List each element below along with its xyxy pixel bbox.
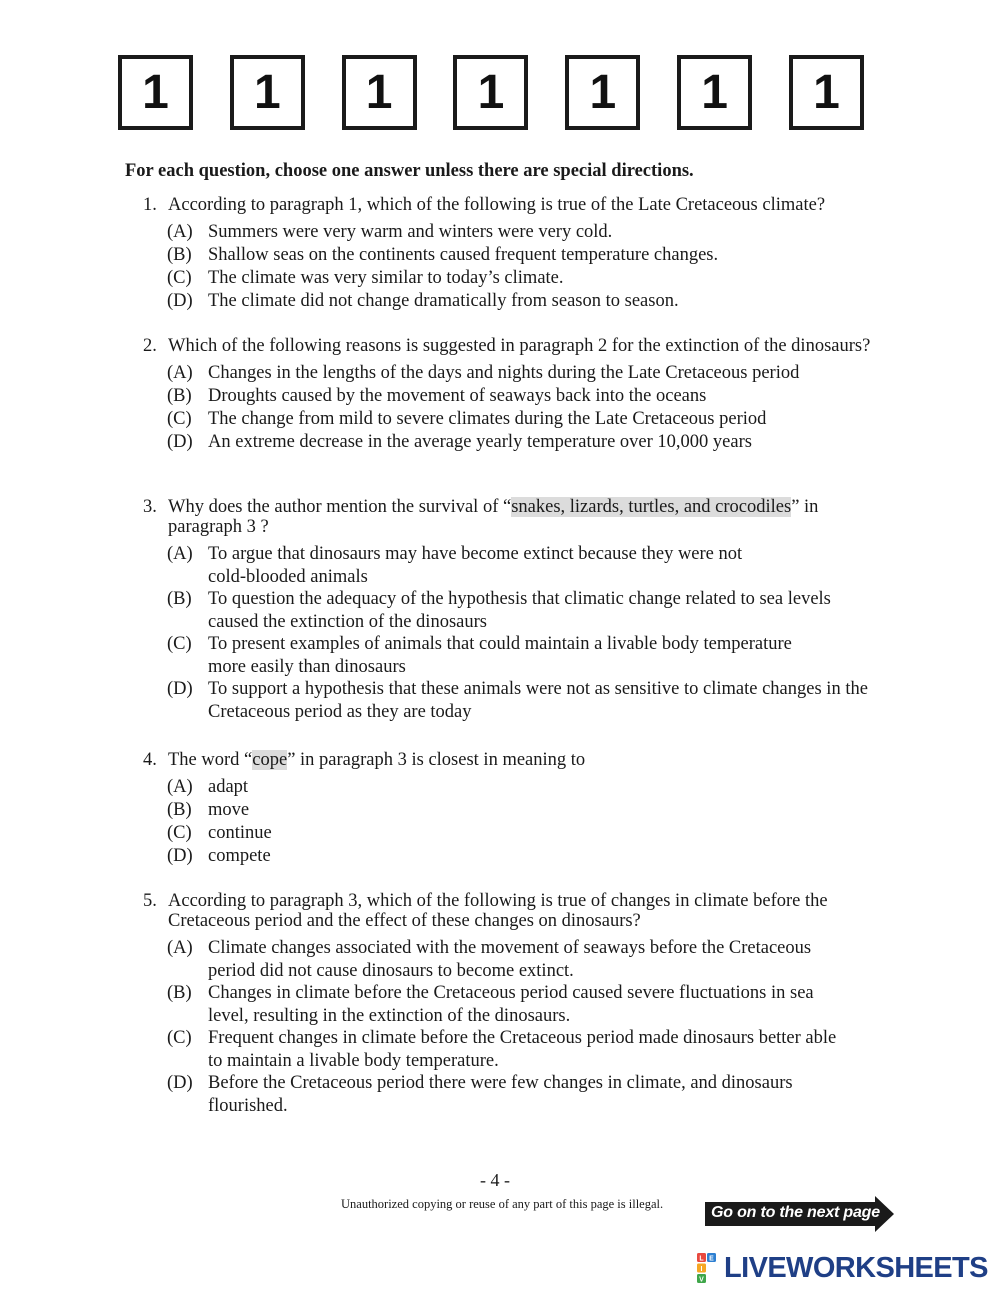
answer-option-d[interactable] xyxy=(167,431,873,454)
option-text: To present examples of animals that could maintain a livable body temperature more easily than dinosaurs xyxy=(208,634,792,677)
section-marker-row xyxy=(118,55,864,128)
option-text: The change from mild to severe climates during the Late Cretaceous period xyxy=(208,409,767,429)
brand-name: LIVEWORKSHEETS xyxy=(724,1252,988,1284)
answer-option-b[interactable] xyxy=(167,982,873,1027)
brand-logo xyxy=(697,1253,988,1283)
option-text: Shallow seas on the continents caused frequent temperature changes. xyxy=(208,245,719,265)
option-text: To question the adequacy of the hypothesis that climatic change related to sea levels caused the extinction of the dinosaurs xyxy=(208,589,831,632)
option-letter[interactable]: (D) xyxy=(167,291,193,311)
option-letter[interactable]: (D) xyxy=(167,432,193,452)
question-number: 2. xyxy=(143,336,157,356)
option-letter[interactable]: (B) xyxy=(167,245,192,265)
option-letter[interactable]: (D) xyxy=(167,1073,193,1093)
page-number: - 4 - xyxy=(480,1170,510,1190)
question-4 xyxy=(143,750,873,868)
option-letter[interactable]: (C) xyxy=(167,409,192,429)
option-letter[interactable]: (A) xyxy=(167,544,193,564)
option-letter[interactable]: (D) xyxy=(167,846,193,866)
option-text: To argue that dinosaurs may have become extinct because they were not cold-blooded animals xyxy=(208,544,743,587)
option-text: Summers were very warm and winters were very cold. xyxy=(208,222,613,242)
option-text: adapt xyxy=(208,777,249,797)
answer-option-b[interactable] xyxy=(167,799,873,822)
answer-option-a[interactable] xyxy=(167,776,873,799)
option-letter[interactable]: (D) xyxy=(167,679,193,699)
option-letter[interactable]: (A) xyxy=(167,777,193,797)
answer-option-c[interactable] xyxy=(167,267,873,290)
answer-option-d[interactable] xyxy=(167,1072,873,1117)
section-marker: 1 xyxy=(677,55,752,130)
answer-options xyxy=(167,543,873,723)
question-5 xyxy=(143,891,873,1117)
option-letter[interactable]: (C) xyxy=(167,268,192,288)
option-text: Changes in climate before the Cretaceous period caused severe fluctuations in sea level, resulting in the extinction of the dinosaurs. xyxy=(208,983,814,1026)
question-text xyxy=(168,497,873,537)
logo-letter: V xyxy=(699,1276,704,1283)
option-letter[interactable]: (C) xyxy=(167,823,192,843)
logo-letter: E xyxy=(709,1255,714,1263)
answer-option-b[interactable] xyxy=(167,244,873,267)
option-text: move xyxy=(208,800,250,820)
answer-options xyxy=(167,776,873,868)
section-marker: 1 xyxy=(453,55,528,130)
option-text: Frequent changes in climate before the Cretaceous period made dinosaurs better able to maintain a livable body temperature. xyxy=(208,1028,837,1071)
option-letter[interactable]: (B) xyxy=(167,386,192,406)
question-stem xyxy=(143,497,873,537)
option-text: Climate changes associated with the movement of seaways before the Cretaceous period did not cause dinosaurs to become extinct. xyxy=(208,938,812,981)
answer-option-a[interactable] xyxy=(167,543,873,588)
answer-options xyxy=(167,221,873,313)
option-letter[interactable]: (A) xyxy=(167,938,193,958)
copyright-notice: Unauthorized copying or reuse of any part of this page is illegal. xyxy=(341,1197,664,1211)
option-letter[interactable]: (C) xyxy=(167,1028,192,1048)
section-marker: 1 xyxy=(789,55,864,130)
next-page-label: Go on to the next page xyxy=(711,1204,880,1221)
answer-option-a[interactable] xyxy=(167,221,873,244)
question-stem xyxy=(143,891,873,931)
answer-options xyxy=(167,937,873,1117)
option-text: continue xyxy=(208,823,272,843)
question-text-start: Why does the author mention the survival of “ xyxy=(168,497,512,517)
liveworksheets-logo-icon xyxy=(697,1253,723,1283)
option-text: Changes in the lengths of the days and nights during the Late Cretaceous period xyxy=(208,363,800,383)
option-letter[interactable]: (B) xyxy=(167,983,192,1003)
option-text: The climate was very similar to today’s climate. xyxy=(208,268,564,288)
question-number: 1. xyxy=(143,195,157,215)
section-marker: 1 xyxy=(565,55,640,130)
option-letter[interactable]: (C) xyxy=(167,634,192,654)
option-letter[interactable]: (B) xyxy=(167,800,192,820)
answer-option-a[interactable] xyxy=(167,362,873,385)
question-stem xyxy=(143,750,873,770)
section-marker: 1 xyxy=(230,55,305,130)
question-stem xyxy=(143,336,873,356)
option-text: compete xyxy=(208,846,271,866)
answer-option-c[interactable] xyxy=(167,633,873,678)
question-text: According to paragraph 1, which of the following is true of the Late Cretaceous climate? xyxy=(168,195,826,215)
section-marker: 1 xyxy=(118,55,193,130)
answer-option-b[interactable] xyxy=(167,588,873,633)
question-1 xyxy=(143,195,873,313)
question-number: 4. xyxy=(143,750,157,770)
question-text-start: The word “ xyxy=(168,750,253,770)
option-letter[interactable]: (A) xyxy=(167,222,193,242)
option-text: Before the Cretaceous period there were few changes in climate, and dinosaurs flourished. xyxy=(208,1073,793,1116)
answer-option-c[interactable] xyxy=(167,822,873,845)
question-2 xyxy=(143,336,873,454)
question-number: 5. xyxy=(143,891,157,911)
question-text: According to paragraph 3, which of the following is true of changes in climate before the Cretaceous period and the effect of these changes on dinosaurs? xyxy=(168,891,828,931)
highlighted-word[interactable]: cope xyxy=(252,750,288,770)
question-3 xyxy=(143,497,873,723)
logo-letter: I xyxy=(700,1265,703,1273)
answer-option-b[interactable] xyxy=(167,385,873,408)
option-letter[interactable]: (A) xyxy=(167,363,193,383)
option-letter[interactable]: (B) xyxy=(167,589,192,609)
answer-option-d[interactable] xyxy=(167,845,873,868)
instructions: For each question, choose one answer unless there are special directions. xyxy=(125,161,694,181)
answer-option-d[interactable] xyxy=(167,290,873,313)
question-text-end: ” in paragraph 3 is closest in meaning to xyxy=(287,750,586,770)
answer-option-d[interactable] xyxy=(167,678,873,723)
answer-option-c[interactable] xyxy=(167,408,873,431)
option-text: Droughts caused by the movement of seaways back into the oceans xyxy=(208,386,707,406)
question-number: 3. xyxy=(143,497,157,517)
option-text: An extreme decrease in the average yearly temperature over 10,000 years xyxy=(208,432,752,452)
question-text xyxy=(168,750,873,770)
question-stem xyxy=(143,195,873,215)
question-text: Which of the following reasons is suggested in paragraph 2 for the extinction of the dinosaurs? xyxy=(168,336,871,356)
answer-option-a[interactable] xyxy=(167,937,873,982)
section-marker: 1 xyxy=(342,55,417,130)
next-page-indicator xyxy=(705,1195,895,1233)
logo-letter: L xyxy=(699,1255,704,1263)
highlighted-phrase[interactable]: snakes, lizards, turtles, and crocodiles xyxy=(511,497,792,517)
option-text: To support a hypothesis that these animals were not as sensitive to climate changes in the Cretaceous period as they are today xyxy=(208,679,868,722)
question-text-end: ” in paragraph 3 ? xyxy=(168,497,819,537)
option-text: The climate did not change dramatically from season to season. xyxy=(208,291,679,311)
answer-option-c[interactable] xyxy=(167,1027,873,1072)
answer-options xyxy=(167,362,873,454)
